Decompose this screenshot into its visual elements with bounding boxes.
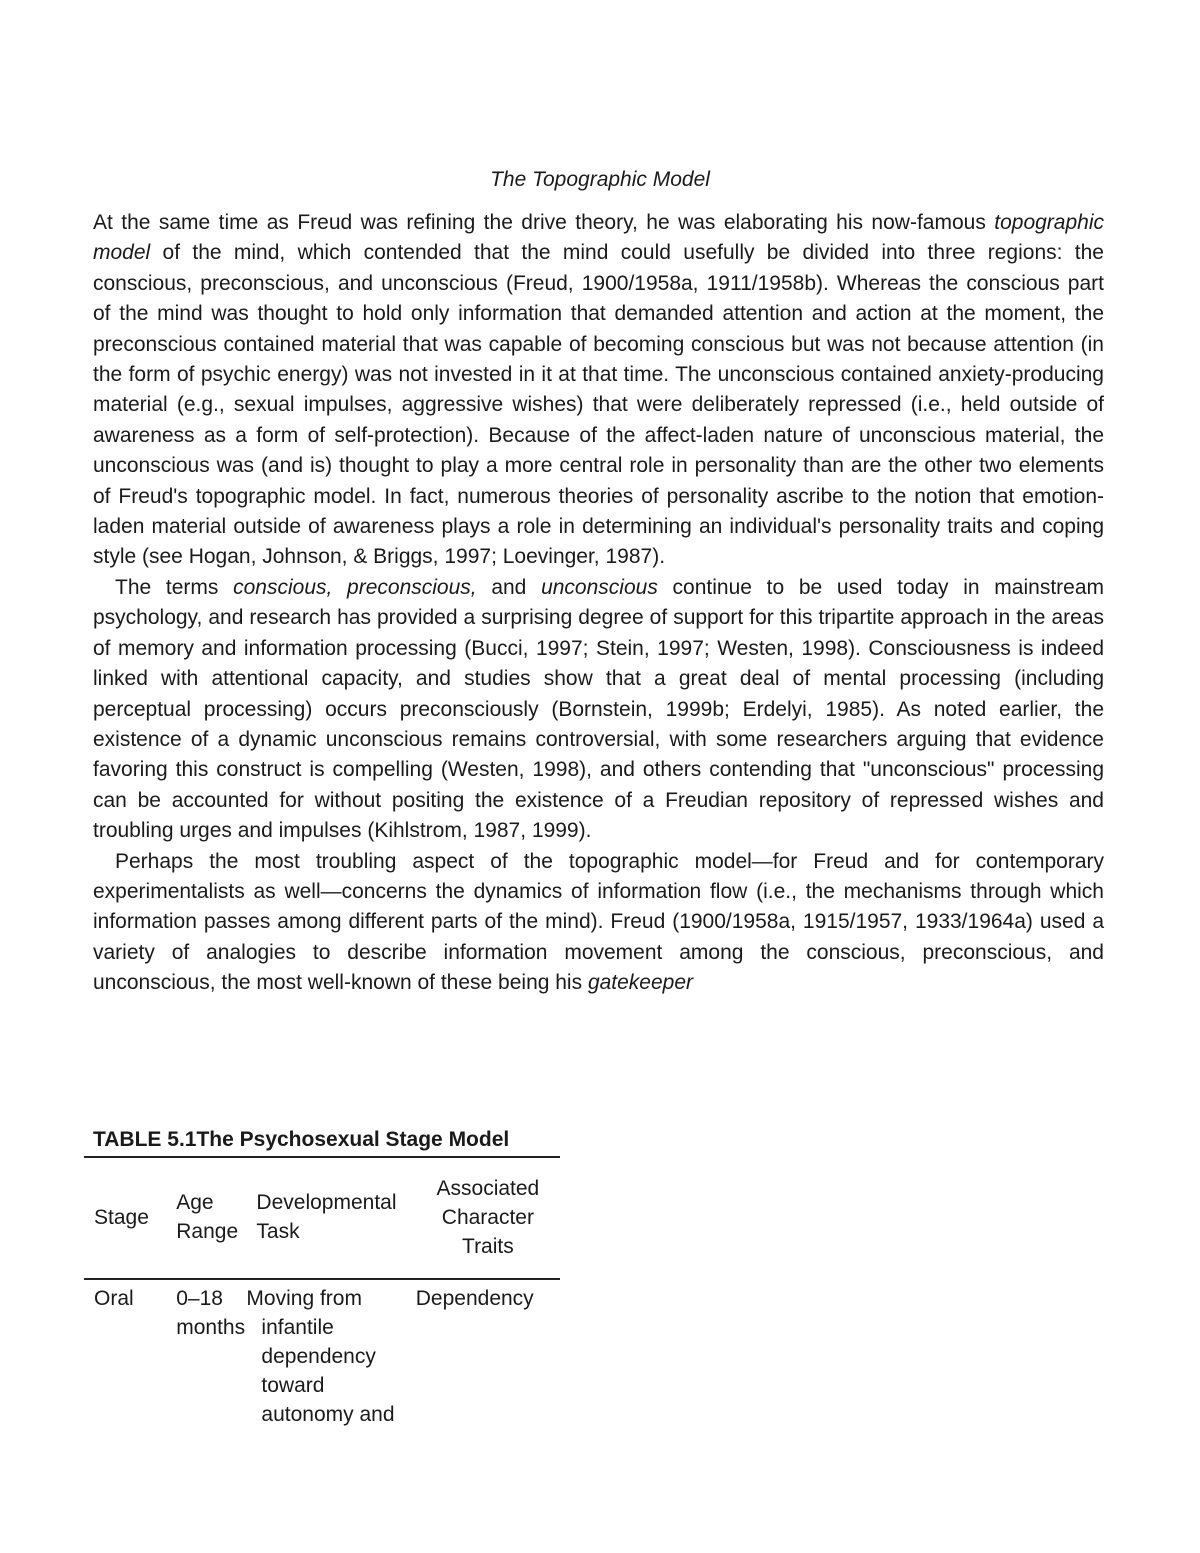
table-row bbox=[84, 1279, 560, 1429]
table-cell-developmental-task: Moving from infantile dependency toward autonomy and bbox=[246, 1287, 395, 1426]
paragraph bbox=[93, 208, 1104, 573]
table-cell-character-traits: Dependency bbox=[415, 1287, 534, 1310]
column-header-age-range: Age Range bbox=[176, 1191, 239, 1243]
italic-term: gatekeeper bbox=[587, 971, 694, 995]
column-header-character-traits: Associated Character Traits bbox=[436, 1176, 540, 1258]
text-run: and bbox=[476, 575, 542, 599]
text-run: At the same time as Freud was refining the drive theory, he was elaborating his now-famous bbox=[93, 211, 995, 234]
body-text bbox=[93, 208, 1104, 999]
italic-term: conscious, preconscious, bbox=[233, 575, 477, 599]
table-header-row bbox=[84, 1157, 560, 1279]
table-caption: TABLE 5.1The Psychosexual Stage Model bbox=[93, 1128, 510, 1151]
table-cell-stage: Oral bbox=[94, 1287, 134, 1310]
text-run: The terms bbox=[115, 575, 234, 599]
column-header-developmental-task: Developmental Task bbox=[256, 1191, 397, 1243]
paragraph bbox=[93, 573, 1104, 847]
table-cell-age-range: 0–18 months bbox=[176, 1287, 246, 1339]
italic-term: topographic model bbox=[93, 211, 1104, 265]
text-run: continue to be used today in mainstream psychology, and research has provided a surprising degree of support for this tripartite approach in the areas of memory and information processing (Bucci, 1997; Stein, 1997; Westen, 1998). Consciousness is indeed linked with attentional capacity, and studies show that a great deal of mental processing (including perceptual processing) occurs preconsciously (Bornstein, 1999b; Erdelyi, 1985). As noted earlier, the existence of a dynamic unconscious remains controversial, with some researchers arguing that evidence favoring this construct is compelling (Westen, 1998), and others contending that "unconscious" processing can be accounted for without positing the existence of a Freudian repository of repressed wishes and troubling urges and impulses (Kihlstrom, 1987, 1999). bbox=[93, 575, 1105, 843]
section-title: The Topographic Model bbox=[490, 168, 710, 191]
paragraph bbox=[93, 847, 1104, 999]
psychosexual-stage-table bbox=[84, 1156, 560, 1429]
italic-term: unconscious bbox=[541, 575, 658, 599]
text-run: Perhaps the most troubling aspect of the topographic model—for Freud and for contemporary experimentalists as well—concerns the dynamics of information flow (i.e., the mechanisms through which information passes among different parts of the mind). Freud (1900/1958a, 1915/1957, 1933/1964a) used a variety of analogies to describe information movement among the conscious, preconscious, and unconscious, the most well-known of these being his bbox=[93, 849, 1104, 995]
text-run: of the mind, which contended that the mind could usefully be divided into three regions: the conscious, preconscious, and unconscious (Freud, 1900/1958a, 1911/1958b). Whereas the conscious part of the mind was thought to hold only information that demanded attention and action at the moment, the preconscious contained material that was capable of becoming conscious but was not because attention (in the form of psychic energy) was not invested in it at that time. The unconscious contained anxiety-producing material (e.g., sexual impulses, aggressive wishes) that were deliberately repressed (i.e., held outside of awareness as a form of self-protection). Because of the affect-laden nature of unconscious material, the unconscious was (and is) thought to play a more central role in personality than are the other two elements of Freud's topographic model. In fact, numerous theories of personality ascribe to the notion that emotion-laden material outside of awareness plays a role in determining an individual's personality traits and coping style (see Hogan, Johnson, & Briggs, 1997; Loevinger, 1987). bbox=[93, 241, 1104, 569]
column-header-stage: Stage bbox=[94, 1205, 149, 1229]
